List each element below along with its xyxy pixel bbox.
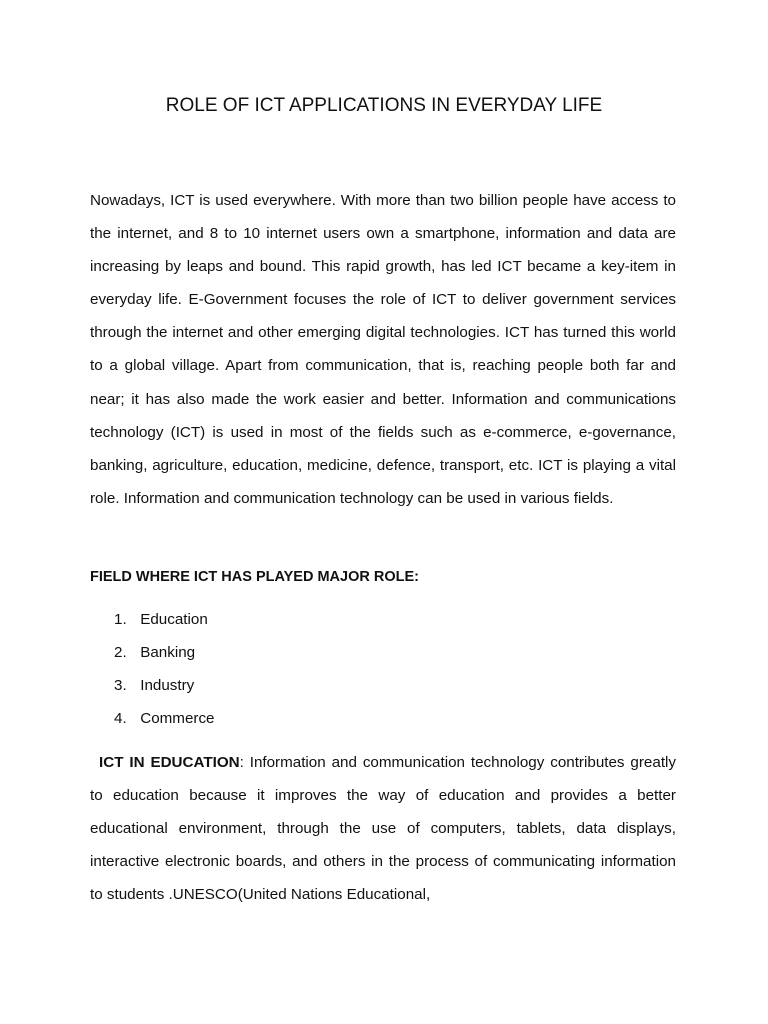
list-item-label: Education (140, 611, 208, 628)
intro-paragraph: Nowadays, ICT is used everywhere. With more than two billion people have access to the internet, and 8 to 10 internet users own a smartphone, information and data are increasing by leaps and bound. This rapid growth, has led ICT became a key-item in everyday life. E-Government focuses the role of ICT to deliver government services through the internet and other emerging digital technologies. ICT has turned this world to a global village. Apart from communication, that is, reaching people both far and near; it has also made the work easier and better. Information and communications technology (ICT) is used in most of the fields such as e-commerce, e-governance, banking, agriculture, education, medicine, defence, transport, etc. ICT is playing a vital role. Information and communication technology can be used in various fields. (90, 192, 676, 507)
list-item (90, 673, 215, 706)
education-paragraph (90, 746, 676, 911)
list-item-label: Industry (140, 677, 195, 695)
list-item-number: 3. (114, 677, 127, 695)
list-item (90, 607, 215, 640)
fields-list (90, 607, 215, 739)
list-item (90, 706, 215, 739)
list-item-number: 1. (114, 611, 127, 628)
list-item-number: 4. (114, 710, 127, 728)
page-title: ROLE OF ICT APPLICATIONS IN EVERYDAY LIFE (165, 95, 603, 116)
list-item (90, 640, 215, 673)
list-item-label: Commerce (140, 710, 215, 728)
list-item-number: 2. (114, 644, 127, 662)
list-item-label: Banking (140, 644, 196, 662)
education-text: : Information and communication technology contributes greatly to education because it improves the way of education and provides a better educational environment, through the use of computers, tablets, data displays, interactive electronic boards, and others in the process of communicating information to students .UNESCO(United Nations Educational, (90, 754, 677, 904)
education-heading: ICT IN EDUCATION (99, 754, 240, 771)
fields-heading: FIELD WHERE ICT HAS PLAYED MAJOR ROLE: (90, 569, 419, 585)
